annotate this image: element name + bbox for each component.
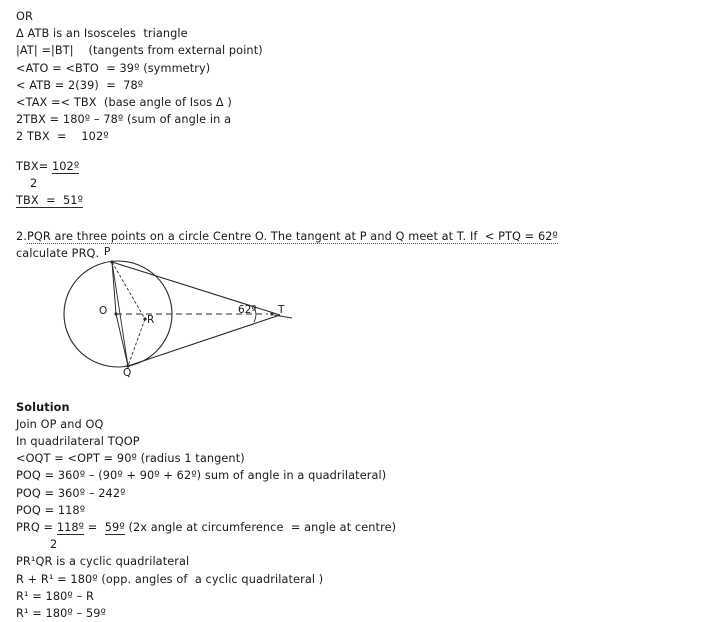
text-line: |AT| =|BT| (tangents from external point) <box>16 44 263 58</box>
radius-oq <box>116 314 128 366</box>
fraction-result: TBX = 51º <box>16 194 84 208</box>
text-line: < ATB = 2(39) = 78º <box>16 78 144 92</box>
label-angle: 62º <box>238 304 257 316</box>
text-line: In quadrilateral TQOP <box>16 435 140 449</box>
prq-line <box>16 519 696 536</box>
text-line: OR <box>16 10 33 23</box>
label-r: R <box>147 314 155 326</box>
fraction-numerator-row <box>16 158 696 175</box>
figure-svg <box>40 252 330 382</box>
solution-heading: Solution <box>16 400 70 414</box>
text-line: <TAX =< TBX (base angle of Isos Δ ) <box>16 96 232 110</box>
chord-rq <box>128 319 145 366</box>
text-line: PR¹QR is a cyclic quadrilateral <box>16 555 190 569</box>
spacer <box>16 209 696 221</box>
text-line: R¹ = 180º – 59º <box>16 607 106 621</box>
prq-suffix: (2x angle at circumference = angle at centre) <box>124 521 397 535</box>
text-line: R + R¹ = 180º (opp. angles of a cyclic quadrilateral ) <box>16 572 324 586</box>
text-line: POQ = 118º <box>16 503 86 517</box>
radius-op <box>112 262 116 314</box>
text-line: Join OP and OQ <box>16 417 104 431</box>
label-p: P <box>104 246 111 258</box>
question-line-2: calculate PRQ. <box>16 247 100 261</box>
question-text: PQR are three points on a circle Centre O. The tangent at P and Q meet at T. If < PTQ = 62º <box>26 230 558 244</box>
fraction-prefix: TBX= <box>16 159 52 173</box>
question-number: 2. <box>16 230 27 244</box>
text-line: <ATO = <BTO = 39º (symmetry) <box>16 61 211 75</box>
spacer <box>16 221 696 228</box>
text-line: 2 TBX = 102º <box>16 130 109 144</box>
text-line: POQ = 360º – (90º + 90º + 62º) sum of angle in a quadrilateral) <box>16 469 387 483</box>
fraction-numerator: 102º <box>51 159 80 173</box>
spacer <box>16 146 696 158</box>
label-o: O <box>99 305 108 317</box>
question-line <box>16 228 696 245</box>
fraction-denominator: 2 <box>30 176 38 190</box>
text-line: POQ = 360º – 242º <box>16 486 126 500</box>
prq-value: 59º <box>104 521 125 535</box>
text-line: <OQT = <OPT = 90º (radius 1 tangent) <box>16 452 245 466</box>
prq-denominator: 2 <box>50 538 58 552</box>
text-line: 2TBX = 180º – 78º (sum of angle in a <box>16 113 232 127</box>
label-q: Q <box>123 367 132 379</box>
prq-prefix: PRQ = <box>16 521 57 535</box>
label-t: T <box>278 304 285 316</box>
prq-numerator: 118º <box>56 521 85 535</box>
text-line: R¹ = 180º – R <box>16 589 94 603</box>
text-line: Δ ATB is an Isosceles triangle <box>16 27 188 41</box>
prq-equals: = <box>84 521 105 535</box>
